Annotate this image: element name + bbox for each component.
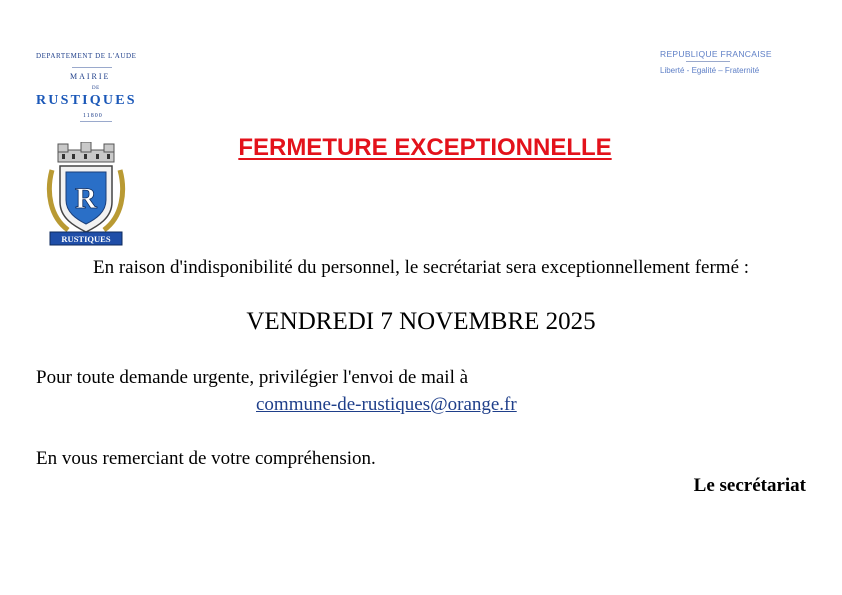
department-label: DEPARTEMENT DE L'AUDE	[36, 52, 137, 60]
postcode-underline	[80, 121, 112, 122]
crest-letter: R	[75, 182, 97, 215]
urgent-request-text: Pour toute demande urgente, privilégier l'envoi de mail à	[36, 367, 469, 388]
republique-divider	[686, 61, 730, 62]
commune-name: RUSTIQUES	[36, 93, 137, 108]
devise-label: Liberté - Egalité – Fraternité	[660, 66, 760, 75]
republique-label: REPUBLIQUE FRANCAISE	[660, 49, 772, 59]
notice-intro: En raison d'indisponibilité du personnel, le secrétariat sera exceptionnellement fermé :	[92, 257, 750, 278]
thanks-text: En vous remerciant de votre compréhension.	[36, 448, 376, 469]
header-divider	[72, 67, 112, 68]
crest-banner: RUSTIQUES	[61, 234, 111, 244]
contact-email-link[interactable]: commune-de-rustiques@orange.fr	[256, 394, 517, 415]
de-label: DE	[92, 86, 100, 91]
closure-date: VENDREDI 7 NOVEMBRE 2025	[246, 308, 596, 335]
signature: Le secrétariat	[693, 475, 806, 496]
mairie-label: MAIRIE	[70, 72, 111, 81]
notice-title: FERMETURE EXCEPTIONNELLE	[238, 134, 612, 161]
postcode: 11800	[83, 113, 103, 119]
